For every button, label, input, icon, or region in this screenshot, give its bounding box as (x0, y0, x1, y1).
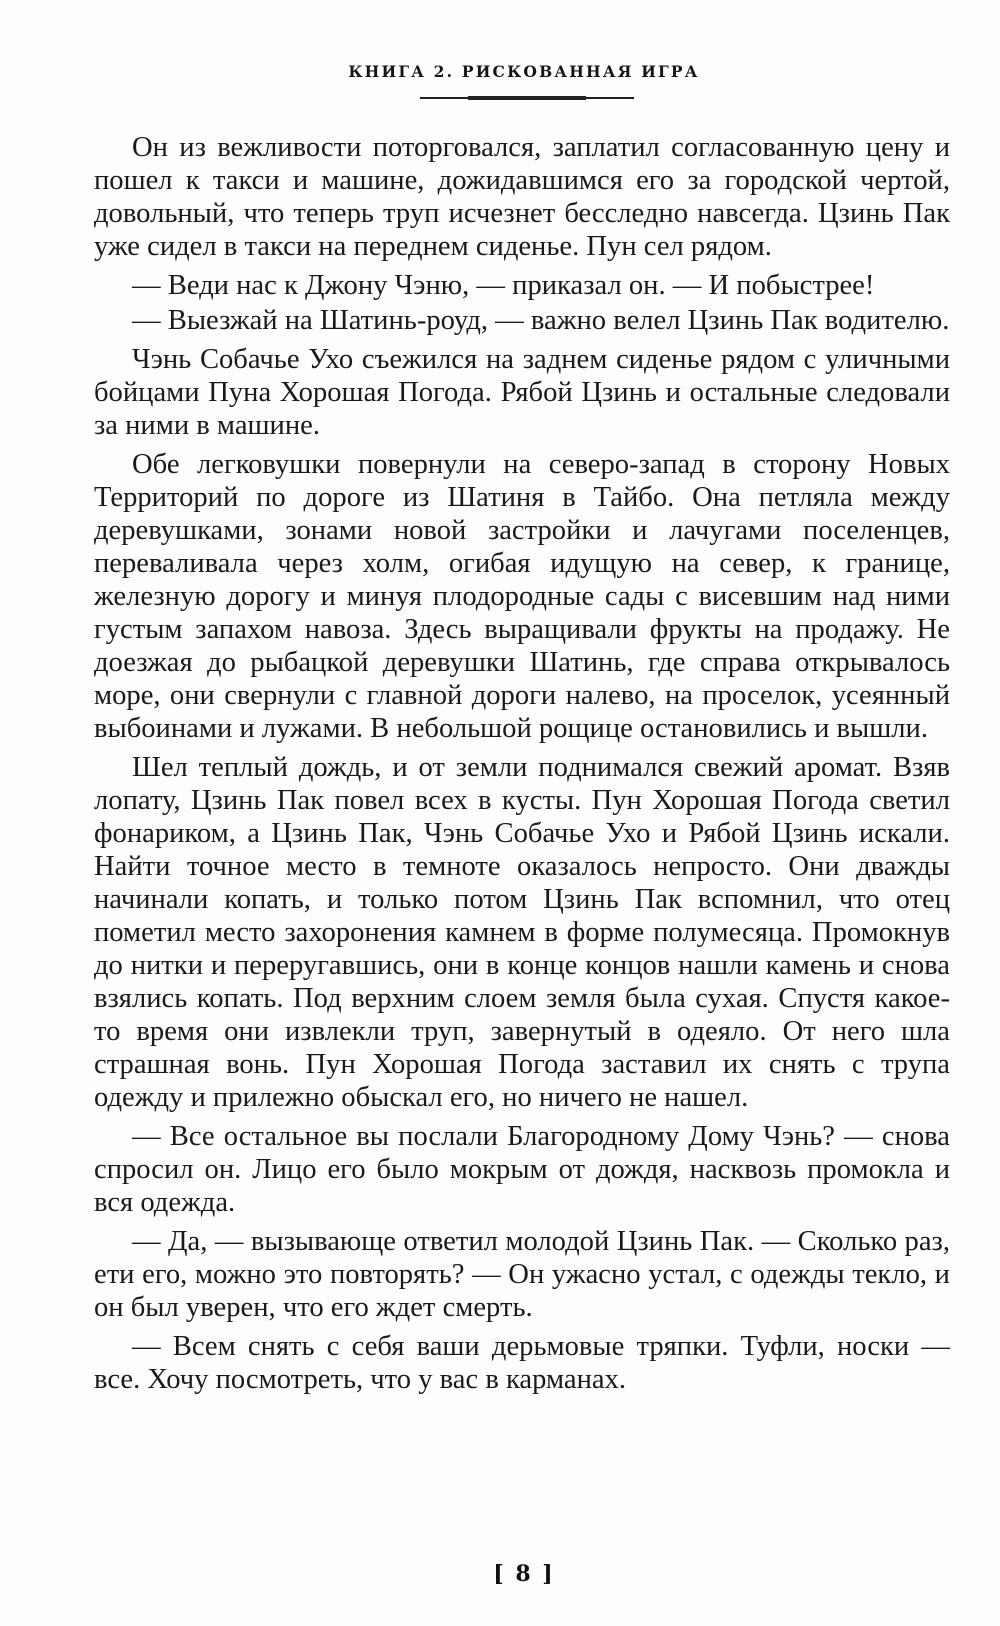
running-head: КНИГА 2. РИСКОВАННАЯ ИГРА (348, 62, 700, 81)
dialogue-paragraph: — Всем снять с себя ваши дерьмовые тряпки. Туфли, носки — все. Хочу посмотреть, что у вас в карманах. (94, 1331, 950, 1395)
header-rule (420, 97, 634, 99)
dialogue-paragraph: — Все остальное вы послали Благородному Дому Чэнь? — снова спросил он. Лицо его было мокрым от дождя, насквозь промокла и вся одежда. (94, 1121, 950, 1218)
paragraph: Он из вежливости поторговался, заплатил согласованную цену и пошел к такси и машине, дожидавшимся его за городской чертой, довольный, что теперь труп исчезнет бесследно навсегда. Цзинь Пак уже сидел в такси на переднем сиденье. Пун сел рядом. (94, 132, 950, 262)
body-text (94, 131, 950, 1402)
dialogue-paragraph: — Веди нас к Джону Чэню, — приказал он. — И побыстрее! (132, 270, 875, 301)
paragraph: Чэнь Собачье Ухо съежился на заднем сиденье рядом с уличными бойцами Пуна Хорошая Погода. Рябой Цзинь и остальные следовали за ними в машине. (94, 344, 950, 441)
paragraph: Шел теплый дождь, и от земли поднимался свежий аромат. Взяв лопату, Цзинь Пак повел всех в кусты. Пун Хорошая Погода светил фонариком, а Цзинь Пак, Чэнь Собачье Ухо и Рябой Цзинь искали. Найти точное место в темноте оказалось непросто. Они дважды начинали копать, и только потом Цзинь Пак вспомнил, что отец пометил место захоронения камнем в форме полумесяца. Промокнув до нитки и переругавшись, они в конце концов нашли камень и снова взялись копать. Под верхним слоем земля была сухая. Спустя какое-то время они извлекли труп, завернутый в одеяло. От него шла страшная вонь. Пун Хорошая Погода заставил их снять с трупа одежду и прилежно обыскал его, но ничего не нашел. (94, 752, 950, 1113)
dialogue-paragraph: — Да, — вызывающе ответил молодой Цзинь Пак. — Сколько раз, ети его, можно это повторять? — Он ужасно устал, с одежды текло, и он был уверен, что его ждет смерть. (94, 1226, 950, 1323)
paragraph: Обе легковушки повернули на северо-запад в сторону Новых Территорий по дороге из Шатиня в Тайбо. Она петляла между деревушками, зонами новой застройки и лачугами поселенцев, переваливала через холм, огибая идущую на север, к границе, железную дорогу и минуя плодородные сады с висевшим над ними густым запахом навоза. Здесь выращивали фрукты на продажу. Не доезжая до рыбацкой деревушки Шатинь, где справа открывалось море, они свернули с главной дороги налево, на проселок, усеянный выбоинами и лужами. В небольшой рощице остановились и вышли. (94, 449, 950, 744)
dialogue-paragraph: — Выезжай на Шатинь-роуд, — важно велел Цзинь Пак водителю. (132, 305, 950, 336)
page-number: [ 8 ] (493, 1561, 555, 1587)
